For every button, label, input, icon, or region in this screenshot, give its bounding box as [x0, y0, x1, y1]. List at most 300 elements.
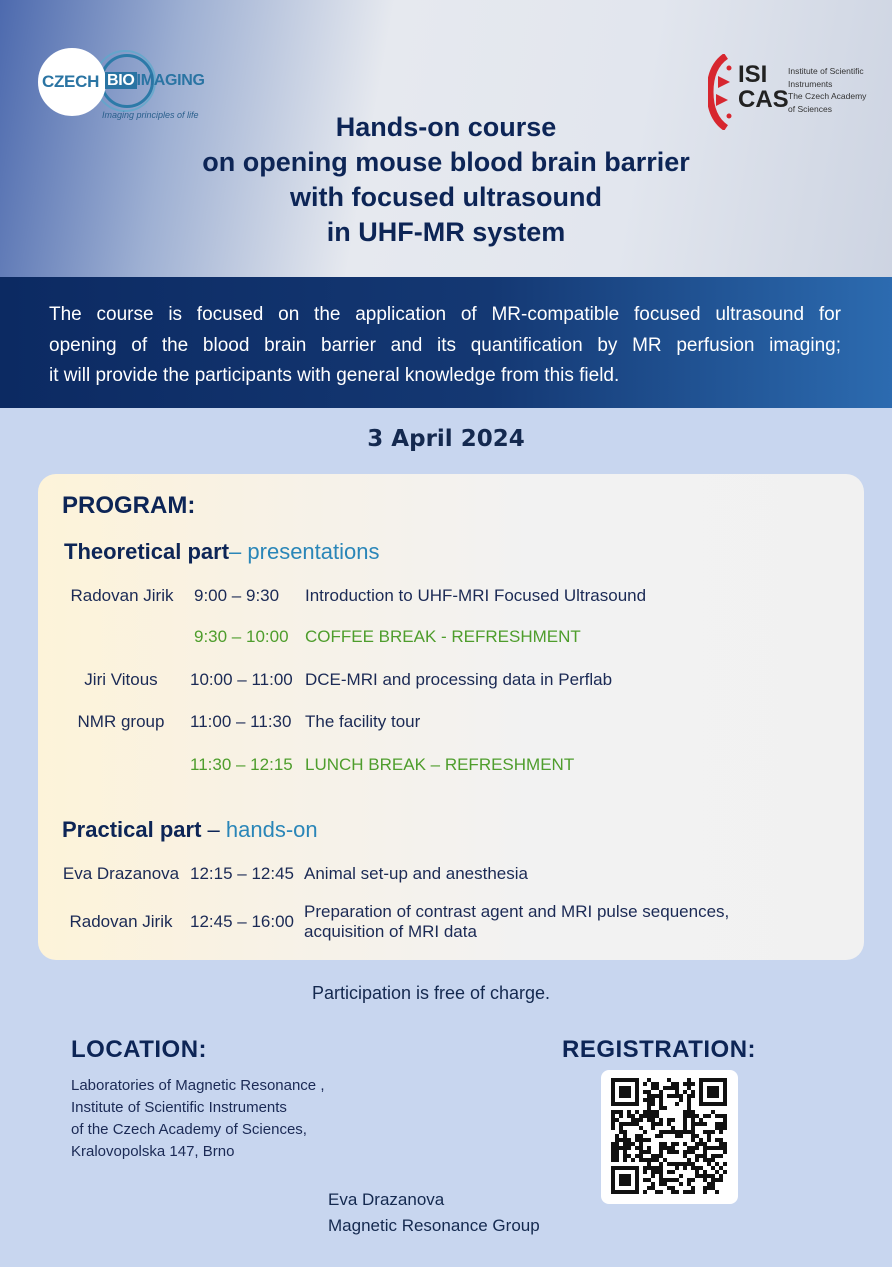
qr-module	[671, 1086, 675, 1090]
qr-module	[671, 1170, 675, 1174]
qr-module	[643, 1178, 647, 1182]
qr-module	[659, 1102, 663, 1106]
qr-module	[635, 1118, 639, 1122]
qr-module	[671, 1190, 675, 1194]
qr-module	[651, 1170, 655, 1174]
qr-module	[687, 1146, 691, 1150]
qr-module	[615, 1146, 619, 1150]
qr-module	[651, 1110, 655, 1114]
qr-module	[687, 1130, 691, 1134]
qr-module	[715, 1170, 719, 1174]
qr-module	[671, 1162, 675, 1166]
location-line: Institute of Scientific Instruments	[71, 1099, 287, 1116]
qr-module	[627, 1110, 631, 1114]
qr-module	[711, 1130, 715, 1134]
qr-module	[675, 1094, 679, 1098]
qr-module	[683, 1118, 687, 1122]
qr-module	[647, 1106, 651, 1110]
qr-module	[687, 1098, 691, 1102]
qr-module	[619, 1174, 631, 1186]
qr-module	[639, 1134, 643, 1138]
qr-module	[687, 1182, 691, 1186]
qr-module	[635, 1122, 639, 1126]
qr-module	[683, 1166, 687, 1170]
qr-module	[703, 1154, 707, 1158]
qr-module	[715, 1190, 719, 1194]
qr-module	[639, 1158, 643, 1162]
qr-module	[707, 1162, 711, 1166]
qr-module	[655, 1166, 659, 1170]
qr-module	[671, 1094, 675, 1098]
qr-module	[667, 1078, 671, 1082]
qr-module	[699, 1138, 703, 1142]
qr-module	[667, 1178, 671, 1182]
qr-module	[667, 1150, 671, 1154]
qr-module	[667, 1170, 671, 1174]
qr-module	[703, 1170, 707, 1174]
qr-module	[703, 1178, 707, 1182]
qr-module	[611, 1154, 615, 1158]
qr-module	[639, 1142, 643, 1146]
qr-module	[723, 1146, 727, 1150]
qr-module	[667, 1130, 671, 1134]
qr-module	[687, 1086, 691, 1090]
qr-module	[655, 1114, 659, 1118]
qr-module	[671, 1142, 675, 1146]
qr-module	[671, 1178, 675, 1182]
qr-module	[663, 1146, 667, 1150]
qr-module	[643, 1190, 647, 1194]
qr-module	[671, 1186, 675, 1190]
qr-module	[719, 1154, 723, 1158]
qr-module	[623, 1134, 627, 1138]
isi-cas-description: Institute of Scientific Instruments The Czech Academy of Sciences	[788, 66, 867, 114]
qr-module	[695, 1170, 699, 1174]
qr-module	[635, 1154, 639, 1158]
qr-module	[703, 1158, 707, 1162]
qr-module	[615, 1142, 619, 1146]
qr-module	[655, 1086, 659, 1090]
qr-module	[659, 1146, 663, 1150]
qr-module	[683, 1150, 687, 1154]
qr-module	[723, 1122, 727, 1126]
qr-module	[611, 1150, 615, 1154]
qr-module	[707, 1114, 711, 1118]
qr-module	[687, 1102, 691, 1106]
theoretical-part-heading: Theoretical part– presentations	[64, 539, 380, 564]
qr-module	[715, 1114, 719, 1118]
qr-module	[619, 1122, 623, 1126]
qr-module	[663, 1142, 667, 1146]
qr-module	[711, 1146, 715, 1150]
qr-module	[703, 1174, 707, 1178]
qr-module	[663, 1158, 667, 1162]
qr-module	[643, 1090, 647, 1094]
qr-module	[643, 1166, 647, 1170]
qr-module	[691, 1082, 695, 1086]
qr-module	[647, 1118, 651, 1122]
qr-module	[687, 1178, 691, 1182]
qr-module	[699, 1118, 703, 1122]
qr-module	[655, 1094, 659, 1098]
qr-module	[707, 1186, 711, 1190]
qr-module	[707, 1174, 711, 1178]
qr-module	[615, 1118, 619, 1122]
qr-module	[715, 1126, 719, 1130]
qr-module	[655, 1170, 659, 1174]
qr-module	[619, 1126, 623, 1130]
qr-module	[675, 1130, 679, 1134]
qr-module	[647, 1098, 651, 1102]
qr-module	[651, 1126, 655, 1130]
qr-module	[683, 1126, 687, 1130]
qr-module	[691, 1122, 695, 1126]
qr-module	[687, 1110, 691, 1114]
qr-module	[703, 1150, 707, 1154]
qr-module	[635, 1110, 639, 1114]
qr-module	[663, 1130, 667, 1134]
qr-module	[623, 1146, 627, 1150]
qr-module	[627, 1138, 631, 1142]
qr-module	[711, 1154, 715, 1158]
qr-module	[659, 1154, 663, 1158]
qr-module	[671, 1118, 675, 1122]
qr-module	[611, 1142, 615, 1146]
qr-module	[643, 1158, 647, 1162]
free-of-charge-note: Participation is free of charge.	[311, 983, 551, 1003]
qr-module	[655, 1154, 659, 1158]
qr-module	[715, 1146, 719, 1150]
qr-module	[623, 1158, 627, 1162]
qr-module	[631, 1158, 635, 1162]
qr-module	[627, 1122, 631, 1126]
qr-module	[703, 1190, 707, 1194]
qr-module	[639, 1114, 643, 1118]
qr-module	[683, 1090, 687, 1094]
qr-module	[659, 1182, 663, 1186]
qr-module	[623, 1138, 627, 1142]
qr-module	[615, 1138, 619, 1142]
qr-module	[623, 1154, 627, 1158]
qr-module	[723, 1142, 727, 1146]
qr-module	[679, 1094, 683, 1098]
qr-module	[679, 1162, 683, 1166]
qr-module	[703, 1122, 707, 1126]
qr-module	[707, 1130, 711, 1134]
qr-module	[667, 1186, 671, 1190]
qr-module	[643, 1150, 647, 1154]
qr-module	[659, 1170, 663, 1174]
qr-module	[695, 1158, 699, 1162]
qr-module	[659, 1118, 663, 1122]
qr-module	[675, 1142, 679, 1146]
qr-module	[683, 1142, 687, 1146]
qr-module	[699, 1166, 703, 1170]
qr-module	[659, 1130, 663, 1134]
qr-module	[615, 1110, 619, 1114]
qr-module	[711, 1178, 715, 1182]
qr-module	[691, 1146, 695, 1150]
qr-module	[679, 1134, 683, 1138]
qr-module	[719, 1114, 723, 1118]
qr-module	[647, 1110, 651, 1114]
qr-module	[683, 1154, 687, 1158]
qr-module	[719, 1126, 723, 1130]
qr-module	[643, 1170, 647, 1174]
qr-module	[723, 1114, 727, 1118]
qr-module	[675, 1178, 679, 1182]
qr-module	[623, 1142, 627, 1146]
qr-module	[699, 1142, 703, 1146]
program-heading: PROGRAM:	[62, 492, 196, 519]
qr-module	[687, 1162, 691, 1166]
qr-module	[675, 1162, 679, 1166]
location-line: of the Czech Academy of Sciences,	[71, 1121, 307, 1138]
qr-module	[667, 1118, 671, 1122]
qr-module	[707, 1138, 711, 1142]
qr-module	[683, 1190, 687, 1194]
course-title: Hands-on course on opening mouse blood brain barrier with focused ultrasound in UHF-MR system	[202, 112, 690, 247]
qr-module	[663, 1106, 667, 1110]
qr-module	[651, 1082, 655, 1086]
qr-module	[691, 1094, 695, 1098]
qr-module	[619, 1138, 623, 1142]
qr-module	[707, 1182, 711, 1186]
qr-module	[655, 1122, 659, 1126]
qr-module	[679, 1098, 683, 1102]
logo-tagline: Imaging principles of life	[102, 110, 199, 120]
qr-module	[675, 1090, 679, 1094]
qr-module	[647, 1158, 651, 1162]
qr-module	[659, 1098, 663, 1102]
qr-module	[715, 1162, 719, 1166]
qr-module	[619, 1110, 623, 1114]
qr-module	[679, 1130, 683, 1134]
qr-module	[623, 1130, 627, 1134]
qr-module	[695, 1122, 699, 1126]
qr-module	[619, 1146, 623, 1150]
qr-module	[663, 1178, 667, 1182]
qr-module	[687, 1158, 691, 1162]
registration-qr-code[interactable]	[601, 1070, 738, 1204]
qr-module	[655, 1158, 659, 1162]
contact-group: Magnetic Resonance Group	[328, 1216, 540, 1235]
qr-module	[711, 1110, 715, 1114]
intro-text: The course is focused on the application of MR-compatible focused ultrasound for opening of the blood brain barrier and its quantification by MR perfusion imaging; it will provide the participants with general knowledge from this field.	[49, 304, 841, 386]
qr-module	[699, 1154, 703, 1158]
qr-module	[611, 1114, 615, 1118]
qr-module	[723, 1126, 727, 1130]
qr-module	[635, 1146, 639, 1150]
qr-module	[647, 1146, 651, 1150]
qr-module	[691, 1134, 695, 1138]
qr-module	[659, 1094, 663, 1098]
qr-module	[719, 1174, 723, 1178]
isi-cas-wordmark: ISI CAS	[738, 61, 789, 113]
qr-module	[667, 1146, 671, 1150]
qr-module	[647, 1090, 651, 1094]
qr-module	[691, 1190, 695, 1194]
qr-module	[687, 1094, 691, 1098]
qr-module	[703, 1130, 707, 1134]
qr-module	[687, 1190, 691, 1194]
qr-module	[659, 1190, 663, 1194]
qr-module	[659, 1090, 663, 1094]
qr-module	[667, 1086, 671, 1090]
qr-module	[683, 1130, 687, 1134]
qr-module	[687, 1078, 691, 1082]
qr-module	[655, 1134, 659, 1138]
qr-module	[615, 1154, 619, 1158]
qr-module	[647, 1114, 651, 1118]
qr-module	[691, 1114, 695, 1118]
qr-module	[647, 1162, 651, 1166]
location-heading: LOCATION:	[71, 1036, 208, 1063]
qr-module	[671, 1146, 675, 1150]
qr-module	[651, 1098, 655, 1102]
qr-module	[655, 1110, 659, 1114]
qr-code-icon	[601, 1070, 738, 1204]
qr-module	[659, 1106, 663, 1110]
qr-module	[663, 1182, 667, 1186]
qr-module	[679, 1174, 683, 1178]
qr-module	[679, 1182, 683, 1186]
qr-module	[719, 1146, 723, 1150]
qr-module	[703, 1114, 707, 1118]
qr-module	[675, 1190, 679, 1194]
qr-module	[651, 1186, 655, 1190]
qr-module	[667, 1162, 671, 1166]
contact-name: Eva Drazanova	[328, 1190, 445, 1209]
qr-module	[655, 1190, 659, 1194]
qr-module	[615, 1158, 619, 1162]
qr-module	[711, 1186, 715, 1190]
qr-module	[695, 1174, 699, 1178]
qr-module	[711, 1158, 715, 1162]
qr-module	[619, 1130, 623, 1134]
qr-module	[659, 1178, 663, 1182]
qr-module	[695, 1166, 699, 1170]
event-date: 3 April 2024	[367, 426, 525, 452]
qr-module	[719, 1130, 723, 1134]
qr-module	[675, 1150, 679, 1154]
qr-module	[643, 1098, 647, 1102]
qr-module	[635, 1134, 639, 1138]
qr-module	[647, 1166, 651, 1170]
qr-module	[715, 1122, 719, 1126]
qr-module	[691, 1130, 695, 1134]
qr-module	[683, 1122, 687, 1126]
qr-module	[675, 1166, 679, 1170]
qr-module	[711, 1166, 715, 1170]
qr-module	[647, 1094, 651, 1098]
qr-module	[651, 1114, 655, 1118]
practical-part-heading: Practical part – hands-on	[62, 817, 318, 842]
qr-module	[671, 1126, 675, 1130]
qr-module	[659, 1150, 663, 1154]
qr-module	[647, 1178, 651, 1182]
qr-module	[659, 1174, 663, 1178]
qr-module	[643, 1114, 647, 1118]
qr-module	[691, 1118, 695, 1122]
location-line: Laboratories of Magnetic Resonance ,	[71, 1077, 325, 1094]
qr-module	[655, 1082, 659, 1086]
qr-module	[611, 1122, 615, 1126]
qr-module	[623, 1122, 627, 1126]
qr-module	[651, 1182, 655, 1186]
qr-module	[691, 1138, 695, 1142]
qr-module	[643, 1082, 647, 1086]
qr-module	[699, 1122, 703, 1126]
qr-module	[671, 1130, 675, 1134]
qr-module	[719, 1166, 723, 1170]
qr-module	[643, 1138, 647, 1142]
qr-module	[647, 1150, 651, 1154]
qr-module	[643, 1110, 647, 1114]
qr-module	[643, 1130, 647, 1134]
qr-module	[675, 1134, 679, 1138]
qr-module	[695, 1142, 699, 1146]
qr-module	[719, 1122, 723, 1126]
qr-module	[631, 1114, 635, 1118]
qr-module	[687, 1106, 691, 1110]
qr-module	[723, 1118, 727, 1122]
qr-module	[695, 1146, 699, 1150]
qr-module	[631, 1122, 635, 1126]
qr-module	[635, 1138, 639, 1142]
qr-module	[663, 1086, 667, 1090]
qr-module	[639, 1146, 643, 1150]
qr-module	[611, 1158, 615, 1162]
qr-module	[675, 1086, 679, 1090]
qr-module	[615, 1134, 619, 1138]
qr-module	[687, 1082, 691, 1086]
qr-module	[707, 1146, 711, 1150]
qr-module	[691, 1162, 695, 1166]
qr-module	[691, 1126, 695, 1130]
logo-czech-text: CZECH	[42, 72, 100, 91]
qr-module	[715, 1178, 719, 1182]
qr-module	[651, 1102, 655, 1106]
qr-module	[723, 1162, 727, 1166]
qr-module	[639, 1138, 643, 1142]
qr-module	[715, 1138, 719, 1142]
qr-module	[723, 1170, 727, 1174]
qr-module	[659, 1142, 663, 1146]
qr-module	[647, 1186, 651, 1190]
qr-module	[667, 1122, 671, 1126]
qr-module	[707, 1086, 719, 1098]
qr-module	[711, 1174, 715, 1178]
qr-module	[707, 1158, 711, 1162]
qr-module	[683, 1162, 687, 1166]
qr-module	[691, 1090, 695, 1094]
qr-module	[687, 1114, 691, 1118]
qr-module	[699, 1174, 703, 1178]
qr-module	[691, 1150, 695, 1154]
qr-module	[715, 1154, 719, 1158]
logo-bioimaging-text: BIO IMAGING	[107, 72, 205, 89]
qr-module	[651, 1154, 655, 1158]
qr-module	[659, 1166, 663, 1170]
qr-module	[627, 1114, 631, 1118]
qr-module	[671, 1082, 675, 1086]
qr-module	[703, 1186, 707, 1190]
qr-module	[627, 1154, 631, 1158]
qr-module	[683, 1114, 687, 1118]
qr-module	[651, 1086, 655, 1090]
qr-module	[639, 1154, 643, 1158]
